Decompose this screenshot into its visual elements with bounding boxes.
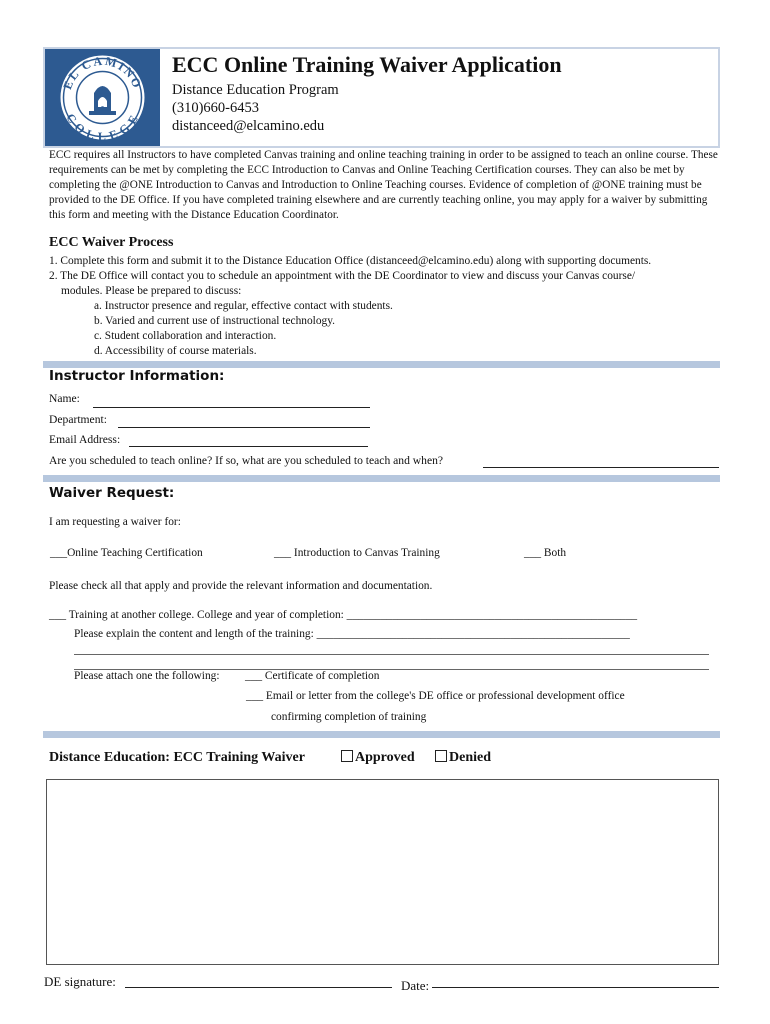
contact-email: distanceed@elcamino.edu [172,118,325,134]
attach-letter-cont: confirming completion of training [271,711,427,723]
process-step-1: 1. Complete this form and submit it to the Distance Education Office (distanceed@elcamino.edu) along with supporting documents. [49,255,652,267]
name-label: Name: [49,392,80,405]
schedule-label: Are you scheduled to teach online? If so, what are you scheduled to teach and when? [49,454,444,467]
department-field[interactable] [118,427,370,428]
attach-certificate[interactable]: ___ Certificate of completion [245,670,380,682]
requesting-label: I am requesting a waiver for: [49,516,181,528]
process-step-2-cont: modules. Please be prepared to discuss: [61,285,242,297]
process-subitem: c. Student collaboration and interaction. [94,330,277,342]
process-subitem: d. Accessibility of course materials. [94,345,257,357]
process-subitem: a. Instructor presence and regular, effective contact with students. [94,300,393,312]
checkbox-icon [435,750,447,762]
explain-training[interactable]: Please explain the content and length of the training: _______________________________________________________ [74,628,630,640]
signature-label: DE signature: [44,974,116,989]
waiver-heading: Waiver Request: [49,485,175,501]
program-name: Distance Education Program [172,82,339,98]
phone-number: (310)660-6453 [172,100,259,116]
schedule-field[interactable] [483,467,719,468]
option-intro-canvas[interactable]: ___ Introduction to Canvas Training [274,547,440,559]
comments-box[interactable] [46,779,719,965]
denied-label: Denied [449,750,491,765]
process-subitem: b. Varied and current use of instructional technology. [94,315,336,327]
section-divider [43,475,720,482]
denied-checkbox[interactable] [435,750,491,766]
department-label: Department: [49,413,107,426]
email-label: Email Address: [49,433,121,446]
check-all-instruction: Please check all that apply and provide the relevant information and documentation. [49,580,433,592]
explain-line[interactable] [74,654,709,655]
svg-text:EL CAMINO: EL CAMINO [60,53,145,92]
intro-paragraph: ECC requires all Instructors to have completed Canvas training and online teaching training in order to be assigned to teach an online course. These requirements can be met by completing the ECC Introduction to Canvas and Online Teaching Certification courses. They can also be met by completing the @ONE Introduction to Canvas and Introduction to Online Teaching courses. Evidence of completion of @ONE training must be provided to the DE Office. If you have completed training elsewhere and are currently teaching online, you may apply for a waiver by submitting this form and meeting with the Distance Education Coordinator. [49,149,718,221]
instructor-heading: Instructor Information: [49,368,225,384]
section-divider [43,731,720,738]
section-divider [43,361,720,368]
process-heading: ECC Waiver Process [49,235,174,250]
option-both[interactable]: ___ Both [524,547,567,559]
attach-label: Please attach one the following: [74,670,220,682]
option-online-teaching[interactable]: ___Online Teaching Certification [50,547,203,559]
approved-checkbox[interactable] [341,750,415,766]
attach-letter[interactable]: ___ Email or letter from the college's DE office or professional development office [246,690,625,702]
name-field[interactable] [93,407,370,408]
process-step-2: 2. The DE Office will contact you to schedule an appointment with the DE Coordinator to view and discuss your Canvas course/ [49,270,636,282]
checkbox-icon [341,750,353,762]
training-other-college[interactable]: ___ Training at another college. College and year of completion: ___________________________________________________ [49,609,638,621]
signature-field[interactable] [125,987,392,988]
svg-text:COLLEGE: COLLEGE [63,111,142,144]
date-label: Date: [401,978,430,993]
approved-label: Approved [355,750,415,765]
email-field[interactable] [129,446,368,447]
page-title: ECC Online Training Waiver Application [172,52,562,77]
college-logo [45,49,160,146]
decision-heading: Distance Education: ECC Training Waiver [49,750,305,765]
date-field[interactable] [432,987,719,988]
